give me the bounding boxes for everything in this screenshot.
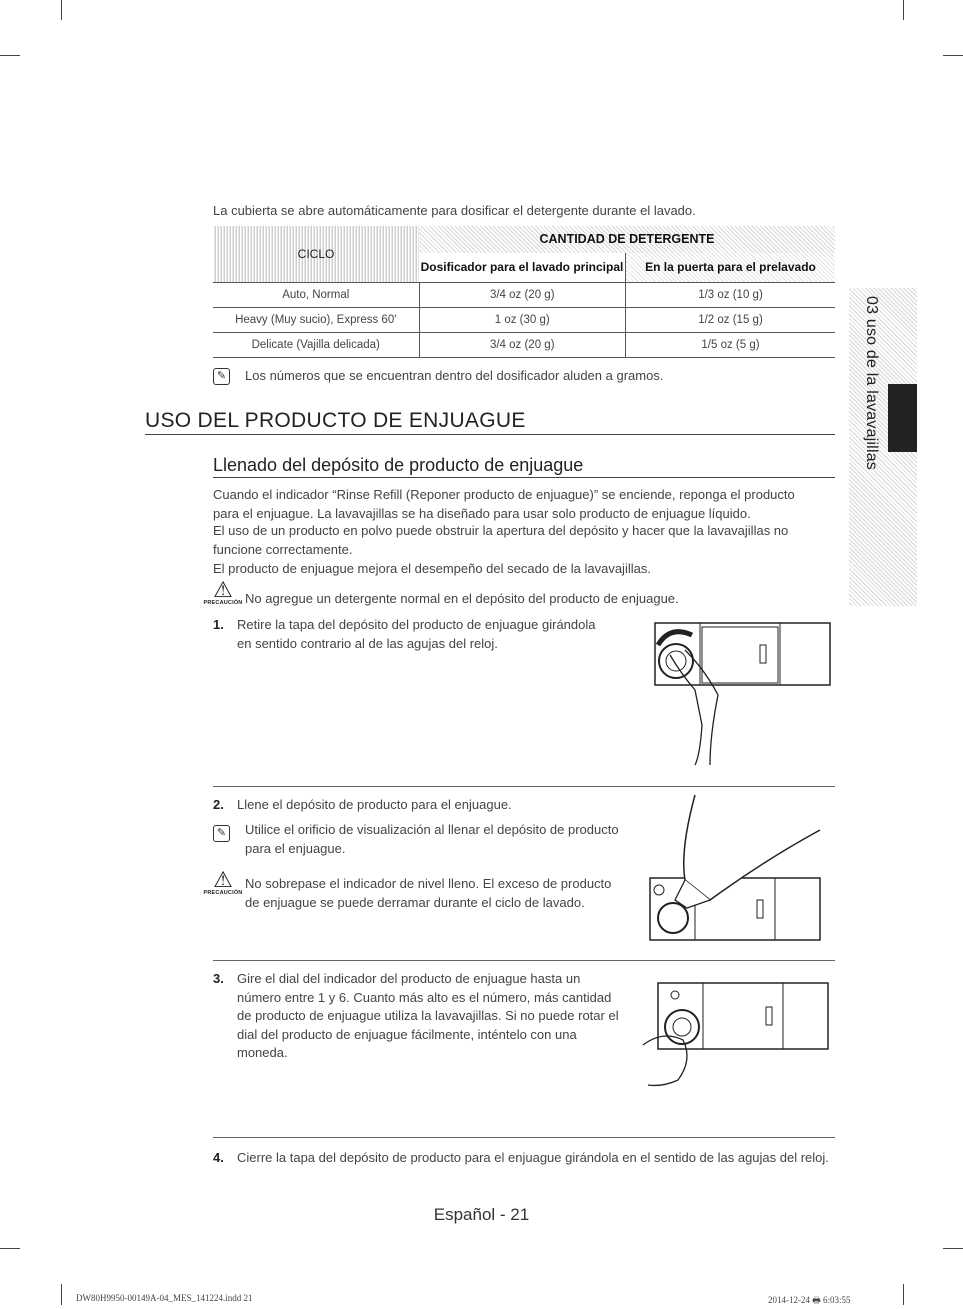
detergent-table [213, 226, 835, 358]
header-cantidad: CANTIDAD DE DETERGENTE [419, 226, 835, 253]
table-row [213, 333, 835, 358]
crop-mark [0, 55, 20, 56]
paragraph: El producto de enjuague mejora el desempeño del secado de la lavavajillas. [213, 561, 651, 576]
cell-ciclo: Delicate (Vajilla delicada) [213, 333, 419, 358]
subsection-title: Llenado del depósito de producto de enjuague [213, 455, 584, 475]
step-text: Llene el depósito de producto para el enjuague. [237, 797, 512, 812]
page-number: Español - 21 [433, 1205, 530, 1224]
cell-door: 1/3 oz (10 g) [626, 283, 836, 308]
crop-mark [0, 1248, 20, 1249]
note-icon: ✎ [213, 825, 230, 842]
step-text: Cierre la tapa del depósito de producto para el enjuague girándola en el sentido de las agujas del reloj. [237, 1150, 829, 1165]
chapter-marker [888, 384, 917, 452]
cell-door: 1/5 oz (5 g) [626, 333, 836, 358]
chapter-label: 03 uso de la lavavajillas [863, 296, 880, 470]
header-ciclo: CICLO [213, 226, 419, 283]
cell-main: 3/4 oz (20 g) [419, 333, 626, 358]
intro-text: La cubierta se abre automáticamente para dosificar el detergente durante el lavado. [213, 203, 696, 218]
step-number: 1. [213, 617, 224, 632]
cell-door: 1/2 oz (15 g) [626, 308, 836, 333]
cell-main: 3/4 oz (20 g) [419, 283, 626, 308]
cell-ciclo: Heavy (Muy sucio), Express 60' [213, 308, 419, 333]
crop-mark [943, 1248, 963, 1249]
header-door-prewash: En la puerta para el prelavado [626, 253, 836, 283]
step-rule [213, 960, 835, 961]
step-rule [213, 1137, 835, 1138]
step2-caution: No sobrepase el indicador de nivel lleno. El exceso de producto de enjuague se puede derramar durante el ciclo de lavado. [245, 876, 612, 910]
step-text: Gire el dial del indicador del producto de enjuague hasta un número entre 1 y 6. Cuanto más alto es el número, más cantidad de producto de enjuague utiliza la lavavajillas. Si no puede rotar el dial del producto de enjuague fácilmente, inténtelo con una moneda. [237, 971, 619, 1060]
step-number: 2. [213, 797, 224, 812]
crop-mark [903, 1284, 904, 1305]
crop-mark [61, 1284, 62, 1305]
step-rule [213, 786, 835, 787]
paragraph: Cuando el indicador “Rinse Refill (Reponer producto de enjuague)” se enciende, reponga el producto para el enjuague. La lavavajillas se ha diseñado para usar solo producto de enjuague líquido. [213, 487, 795, 521]
section-title: USO DEL PRODUCTO DE ENJUAGUE [145, 409, 526, 432]
crop-mark [61, 0, 62, 20]
crop-mark [943, 55, 963, 56]
table-row [213, 308, 835, 333]
caution-text: No agregue un detergente normal en el depósito del producto de enjuague. [245, 591, 679, 606]
note-icon: ✎ [213, 368, 230, 385]
print-timestamp: 2014-12-24 🖶 6:03:55 [768, 1295, 851, 1305]
step-text: Retire la tapa del depósito del producto de enjuague girándola en sentido contrario al de las agujas del reloj. [237, 617, 596, 651]
cell-main: 1 oz (30 g) [419, 308, 626, 333]
print-file-info: DW80H9950-00149A-04_MES_141224.indd 21 [76, 1293, 253, 1303]
crop-mark [903, 0, 904, 20]
cell-ciclo: Auto, Normal [213, 283, 419, 308]
caution-label: PRECAUCIÓN [203, 600, 243, 606]
step-number: 4. [213, 1150, 224, 1165]
illustration-remove-cap [640, 615, 835, 770]
paragraph: El uso de un producto en polvo puede obstruir la apertura del depósito y hacer que la lavavajillas no funcione correctamente. [213, 523, 789, 557]
step-number: 3. [213, 971, 224, 986]
illustration-fill-rinse [645, 790, 830, 945]
caution-icon: ⚠ PRECAUCIÓN [200, 870, 246, 896]
subsection-rule [213, 477, 835, 478]
caution-label: PRECAUCIÓN [203, 890, 243, 896]
table-row [213, 283, 835, 308]
header-main-dispenser: Dosificador para el lavado principal [419, 253, 626, 283]
illustration-turn-dial [638, 975, 833, 1095]
note-grams: Los números que se encuentran dentro del dosificador aluden a gramos. [245, 368, 664, 383]
step2-note: Utilice el orificio de visualización al llenar el depósito de producto para el enjuague. [245, 822, 619, 856]
section-rule [145, 434, 835, 435]
caution-icon: ⚠ PRECAUCIÓN [200, 580, 246, 606]
